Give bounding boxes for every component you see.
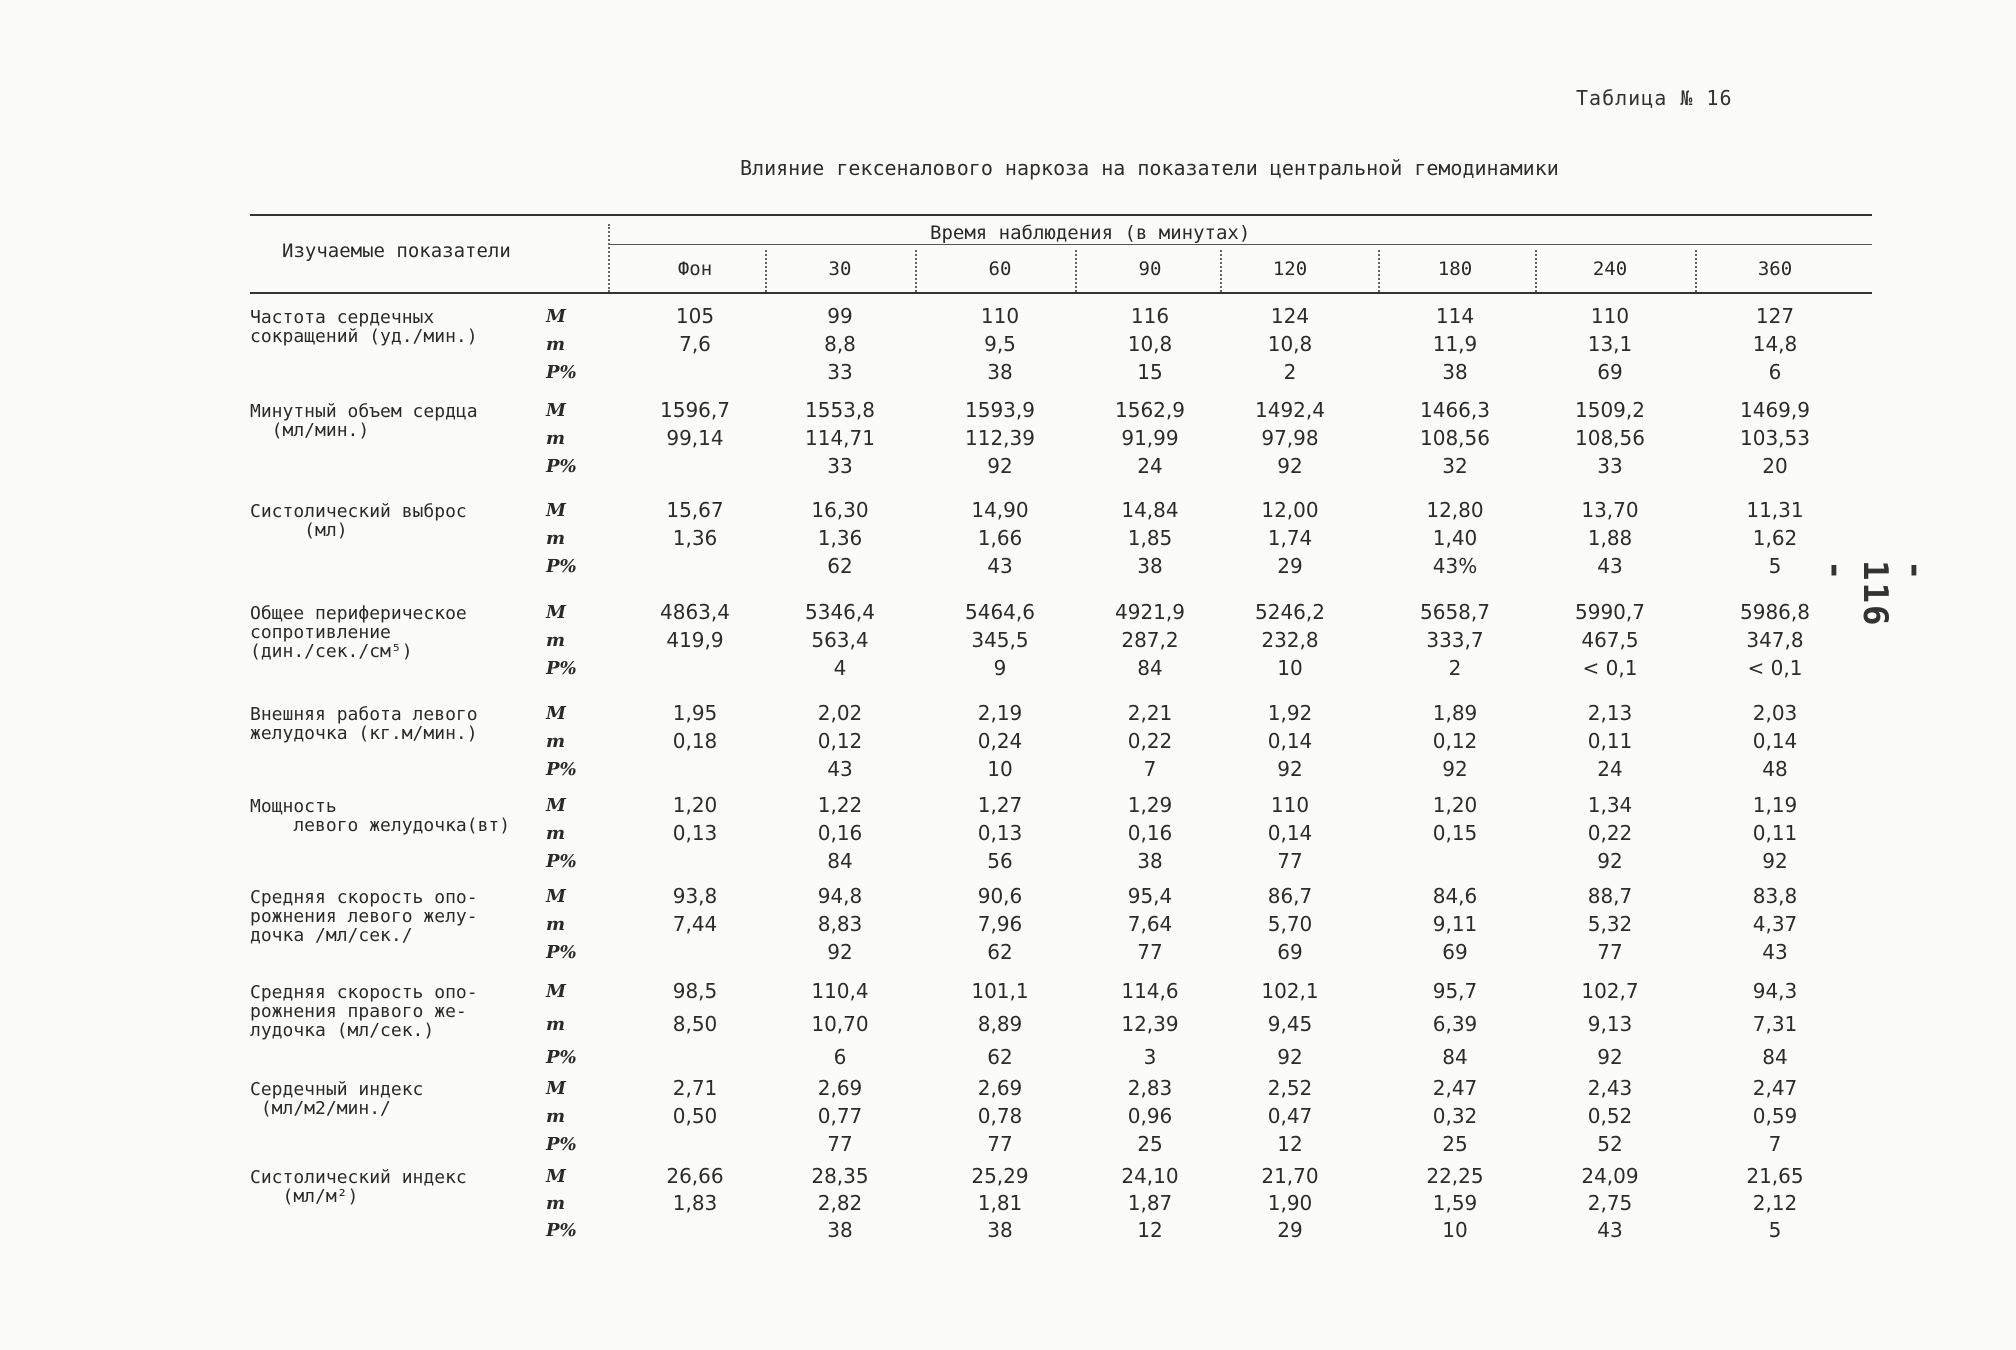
table-cell: 563,4 xyxy=(811,628,869,652)
table-cell: 8,8 xyxy=(824,332,856,356)
table-cell: 0,24 xyxy=(977,729,1023,753)
table-cell: 83,8 xyxy=(1752,884,1798,908)
table-cell: 0,59 xyxy=(1752,1104,1798,1128)
table-cell: 8,83 xyxy=(817,912,863,936)
table-cell: 26,66 xyxy=(666,1164,724,1188)
table-cell: 114,6 xyxy=(1121,979,1179,1003)
stat-label-M: М xyxy=(546,981,566,1002)
table-cell: 8,89 xyxy=(977,1012,1023,1036)
table-cell: 5 xyxy=(1768,554,1782,578)
table-cell: 94,3 xyxy=(1752,979,1798,1003)
table-cell: 2,71 xyxy=(672,1076,718,1100)
table-cell: 5,32 xyxy=(1587,912,1633,936)
table-cell: < 0,1 xyxy=(1582,656,1638,680)
table-cell: 1,36 xyxy=(817,526,863,550)
table-cell: 10,8 xyxy=(1267,332,1313,356)
table-cell: 2 xyxy=(1448,656,1462,680)
page-number: - 116 - xyxy=(1815,560,1935,628)
table-cell: 0,15 xyxy=(1432,821,1478,845)
table-cell: 419,9 xyxy=(666,628,724,652)
table-cell: 9,5 xyxy=(984,332,1016,356)
table-cell: 62 xyxy=(987,1045,1013,1069)
table-cell: 10,70 xyxy=(811,1012,869,1036)
table-cell: 15,67 xyxy=(666,498,724,522)
stat-label-M: М xyxy=(546,703,566,724)
table-cell: 108,56 xyxy=(1575,426,1645,450)
table-cell: 5246,2 xyxy=(1255,600,1325,624)
table-cell: 0,22 xyxy=(1127,729,1173,753)
table-cell: 12 xyxy=(1277,1132,1303,1156)
table-cell: 7,31 xyxy=(1752,1012,1798,1036)
header-bottom-rule xyxy=(250,292,1872,294)
column-header-2: 60 xyxy=(988,258,1012,280)
table-cell: 92 xyxy=(1277,454,1303,478)
stat-label-M: М xyxy=(546,886,566,907)
table-cell: 1,20 xyxy=(1432,793,1478,817)
row-label: Общее периферическое сопротивление (дин./сек./см⁵) xyxy=(250,603,467,662)
table-cell: 13,70 xyxy=(1581,498,1639,522)
table-cell: 101,1 xyxy=(971,979,1029,1003)
table-cell: 7 xyxy=(1768,1132,1782,1156)
table-cell: 92 xyxy=(987,454,1013,478)
column-header-7: 360 xyxy=(1757,258,1793,280)
table-cell: 92 xyxy=(1277,1045,1303,1069)
table-cell: 62 xyxy=(827,554,853,578)
table-cell: 112,39 xyxy=(965,426,1035,450)
table-cell: 12 xyxy=(1137,1218,1163,1242)
stat-label-P: Р% xyxy=(546,556,577,577)
table-cell: 1,29 xyxy=(1127,793,1173,817)
column-header-6: 240 xyxy=(1592,258,1628,280)
table-cell: 77 xyxy=(987,1132,1013,1156)
table-cell: 0,22 xyxy=(1587,821,1633,845)
table-cell: 12,39 xyxy=(1121,1012,1179,1036)
table-cell: 25 xyxy=(1442,1132,1468,1156)
time-header: Время наблюдения (в минутах) xyxy=(930,222,1251,244)
table-cell: 84 xyxy=(1442,1045,1468,1069)
table-cell: 0,14 xyxy=(1752,729,1798,753)
column-header-3: 90 xyxy=(1138,258,1162,280)
stat-label-M: М xyxy=(546,306,566,327)
table-cell: 7,96 xyxy=(977,912,1023,936)
table-cell: 110,4 xyxy=(811,979,869,1003)
row-label: Средняя скорость опо- рожнения левого желу- дочка /мл/сек./ xyxy=(250,887,478,946)
table-cell: 1,83 xyxy=(672,1191,718,1215)
table-cell: 14,8 xyxy=(1752,332,1798,356)
table-cell: 2,69 xyxy=(977,1076,1023,1100)
row-label: Минутный объем сердца (мл/мин.) xyxy=(250,401,478,441)
stat-label-m: m xyxy=(546,823,566,844)
table-cell: 0,18 xyxy=(672,729,718,753)
table-cell: 1562,9 xyxy=(1115,398,1185,422)
table-cell: 6 xyxy=(833,1045,847,1069)
table-cell: 7,64 xyxy=(1127,912,1173,936)
row-label: Частота сердечных сокращений (уд./мин.) xyxy=(250,307,478,347)
table-cell: 5,70 xyxy=(1267,912,1313,936)
table-cell: 25 xyxy=(1137,1132,1163,1156)
table-cell: 0,78 xyxy=(977,1104,1023,1128)
table-cell: 38 xyxy=(827,1218,853,1242)
row-label: Систолический выброс (мл) xyxy=(250,501,467,541)
table-cell: 1,19 xyxy=(1752,793,1798,817)
table-cell: 1,34 xyxy=(1587,793,1633,817)
stat-label-M: М xyxy=(546,795,566,816)
indicators-header: Изучаемые показатели xyxy=(282,240,511,262)
table-cell: 86,7 xyxy=(1267,884,1313,908)
table-cell: 0,96 xyxy=(1127,1104,1173,1128)
column-divider xyxy=(1695,250,1697,292)
table-cell: 21,70 xyxy=(1261,1164,1319,1188)
stat-label-P: Р% xyxy=(546,851,577,872)
stat-label-m: m xyxy=(546,1014,566,1035)
table-cell: 7,6 xyxy=(679,332,711,356)
table-cell: 38 xyxy=(1442,360,1468,384)
stat-label-P: Р% xyxy=(546,1220,577,1241)
table-cell: 92 xyxy=(1597,849,1623,873)
table-cell: 38 xyxy=(1137,554,1163,578)
table-cell: 91,99 xyxy=(1121,426,1179,450)
table-cell: 10 xyxy=(1442,1218,1468,1242)
table-cell: 11,31 xyxy=(1746,498,1804,522)
column-header-0: Фон xyxy=(677,258,713,280)
table-cell: 16,30 xyxy=(811,498,869,522)
table-cell: 0,52 xyxy=(1587,1104,1633,1128)
table-cell: 2,21 xyxy=(1127,701,1173,725)
table-cell: 1596,7 xyxy=(660,398,730,422)
header-time-rule xyxy=(610,244,1872,245)
table-cell: 98,5 xyxy=(672,979,718,1003)
stat-label-P: Р% xyxy=(546,456,577,477)
header-top-rule xyxy=(250,214,1872,216)
table-cell: 7,44 xyxy=(672,912,718,936)
table-cell: 2,47 xyxy=(1432,1076,1478,1100)
table-cell: 62 xyxy=(987,940,1013,964)
table-cell: 0,32 xyxy=(1432,1104,1478,1128)
table-cell: 5464,6 xyxy=(965,600,1035,624)
table-cell: 1,89 xyxy=(1432,701,1478,725)
table-cell: 28,35 xyxy=(811,1164,869,1188)
table-cell: 77 xyxy=(1277,849,1303,873)
table-cell: 0,11 xyxy=(1587,729,1633,753)
table-cell: 1553,8 xyxy=(805,398,875,422)
table-cell: 10 xyxy=(987,757,1013,781)
table-cell: 25,29 xyxy=(971,1164,1029,1188)
table-cell: 43 xyxy=(1597,554,1623,578)
table-cell: 2,82 xyxy=(817,1191,863,1215)
stat-label-M: М xyxy=(546,500,566,521)
table-cell: 0,13 xyxy=(672,821,718,845)
stat-label-P: Р% xyxy=(546,658,577,679)
table-cell: 5 xyxy=(1768,1218,1782,1242)
table-cell: 287,2 xyxy=(1121,628,1179,652)
stat-label-M: М xyxy=(546,602,566,623)
stat-label-m: m xyxy=(546,528,566,549)
table-cell: 48 xyxy=(1762,757,1788,781)
table-cell: 1492,4 xyxy=(1255,398,1325,422)
table-cell: 1469,9 xyxy=(1740,398,1810,422)
table-cell: 347,8 xyxy=(1746,628,1804,652)
stat-label-M: М xyxy=(546,1078,566,1099)
table-cell: 56 xyxy=(987,849,1013,873)
table-cell: 116 xyxy=(1130,304,1170,328)
table-cell: 92 xyxy=(1442,757,1468,781)
table-cell: 0,12 xyxy=(817,729,863,753)
table-number: Таблица № 16 xyxy=(1576,86,1733,110)
table-cell: 84 xyxy=(1762,1045,1788,1069)
table-cell: 32 xyxy=(1442,454,1468,478)
table-cell: 43% xyxy=(1432,554,1478,578)
row-label: Средняя скорость опо- рожнения правого же- лудочка (мл/сек.) xyxy=(250,982,478,1041)
table-cell: 5658,7 xyxy=(1420,600,1490,624)
table-cell: 15 xyxy=(1137,360,1163,384)
table-cell: 110 xyxy=(1270,793,1310,817)
table-cell: 4921,9 xyxy=(1115,600,1185,624)
table-cell: 52 xyxy=(1597,1132,1623,1156)
table-cell: 1,59 xyxy=(1432,1191,1478,1215)
column-divider xyxy=(1535,250,1537,292)
table-cell: 1,90 xyxy=(1267,1191,1313,1215)
table-cell: 102,1 xyxy=(1261,979,1319,1003)
row-label: Систолический индекс (мл/м²) xyxy=(250,1167,467,1207)
table-cell: 38 xyxy=(1137,849,1163,873)
table-cell: 0,47 xyxy=(1267,1104,1313,1128)
column-divider xyxy=(765,250,767,292)
stat-label-P: Р% xyxy=(546,759,577,780)
table-cell: 3 xyxy=(1143,1045,1157,1069)
table-cell: 33 xyxy=(827,360,853,384)
stat-label-m: m xyxy=(546,1193,566,1214)
table-cell: 29 xyxy=(1277,1218,1303,1242)
row-label: Сердечный индекс (мл/м2/мин./ xyxy=(250,1079,424,1119)
table-cell: 1466,3 xyxy=(1420,398,1490,422)
table-cell: 2,13 xyxy=(1587,701,1633,725)
table-cell: 12,80 xyxy=(1426,498,1484,522)
table-cell: 94,8 xyxy=(817,884,863,908)
row-label: Внешняя работа левого желудочка (кг.м/мин.) xyxy=(250,704,478,744)
table-cell: 0,16 xyxy=(1127,821,1173,845)
table-cell: 2,75 xyxy=(1587,1191,1633,1215)
table-cell: 2,03 xyxy=(1752,701,1798,725)
column-divider xyxy=(1220,250,1222,292)
table-cell: 97,98 xyxy=(1261,426,1319,450)
table-cell: 84,6 xyxy=(1432,884,1478,908)
table-cell: 1,85 xyxy=(1127,526,1173,550)
table-cell: 13,1 xyxy=(1587,332,1633,356)
table-cell: 77 xyxy=(1597,940,1623,964)
table-cell: 110 xyxy=(1590,304,1630,328)
table-cell: 110 xyxy=(980,304,1020,328)
table-cell: 8,50 xyxy=(672,1012,718,1036)
table-cell: 0,13 xyxy=(977,821,1023,845)
table-cell: 2,43 xyxy=(1587,1076,1633,1100)
table-cell: 5990,7 xyxy=(1575,600,1645,624)
table-cell: 9,45 xyxy=(1267,1012,1313,1036)
table-cell: 102,7 xyxy=(1581,979,1639,1003)
header-divider xyxy=(608,224,610,292)
column-divider xyxy=(1378,250,1380,292)
table-cell: 2,19 xyxy=(977,701,1023,725)
table-cell: 2,12 xyxy=(1752,1191,1798,1215)
table-cell: 69 xyxy=(1442,940,1468,964)
table-cell: 92 xyxy=(1277,757,1303,781)
table-cell: 108,56 xyxy=(1420,426,1490,450)
table-cell: 9,13 xyxy=(1587,1012,1633,1036)
table-cell: 43 xyxy=(987,554,1013,578)
table-cell: 12,00 xyxy=(1261,498,1319,522)
table-cell: 1593,9 xyxy=(965,398,1035,422)
table-cell: 69 xyxy=(1277,940,1303,964)
table-cell: 7 xyxy=(1143,757,1157,781)
table-cell: 90,6 xyxy=(977,884,1023,908)
table-cell: 92 xyxy=(827,940,853,964)
table-cell: 11,9 xyxy=(1432,332,1478,356)
stat-label-P: Р% xyxy=(546,1047,577,1068)
table-cell: 1,74 xyxy=(1267,526,1313,550)
stat-label-m: m xyxy=(546,914,566,935)
stat-label-m: m xyxy=(546,428,566,449)
table-cell: 92 xyxy=(1762,849,1788,873)
table-cell: 5986,8 xyxy=(1740,600,1810,624)
table-cell: 2,52 xyxy=(1267,1076,1313,1100)
table-cell: 1,62 xyxy=(1752,526,1798,550)
table-cell: 1,36 xyxy=(672,526,718,550)
table-cell: 103,53 xyxy=(1740,426,1810,450)
table-title: Влияние гексеналового наркоза на показатели центральной гемодинамики xyxy=(740,156,1559,180)
table-cell: 333,7 xyxy=(1426,628,1484,652)
table-cell: 1,95 xyxy=(672,701,718,725)
table-cell: 77 xyxy=(827,1132,853,1156)
table-cell: 0,14 xyxy=(1267,821,1313,845)
table-cell: 33 xyxy=(827,454,853,478)
stat-label-m: m xyxy=(546,1106,566,1127)
column-header-1: 30 xyxy=(828,258,852,280)
table-cell: 43 xyxy=(1762,940,1788,964)
table-cell: 29 xyxy=(1277,554,1303,578)
table-cell: 1,22 xyxy=(817,793,863,817)
table-cell: 114 xyxy=(1435,304,1475,328)
table-cell: 38 xyxy=(987,1218,1013,1242)
table-cell: 5346,4 xyxy=(805,600,875,624)
table-cell: 1,20 xyxy=(672,793,718,817)
table-cell: 84 xyxy=(827,849,853,873)
table-cell: 6 xyxy=(1768,360,1782,384)
table-cell: 1,40 xyxy=(1432,526,1478,550)
table-cell: 43 xyxy=(827,757,853,781)
table-cell: 0,11 xyxy=(1752,821,1798,845)
table-cell: 14,84 xyxy=(1121,498,1179,522)
table-cell: 1,88 xyxy=(1587,526,1633,550)
stat-label-M: М xyxy=(546,1166,566,1187)
column-divider xyxy=(915,250,917,292)
table-cell: 10 xyxy=(1277,656,1303,680)
table-cell: 10,8 xyxy=(1127,332,1173,356)
table-cell: 95,4 xyxy=(1127,884,1173,908)
table-cell: 95,7 xyxy=(1432,979,1478,1003)
table-cell: 2,69 xyxy=(817,1076,863,1100)
table-cell: < 0,1 xyxy=(1747,656,1803,680)
table-cell: 114,71 xyxy=(805,426,875,450)
table-cell: 33 xyxy=(1597,454,1623,478)
table-cell: 1,87 xyxy=(1127,1191,1173,1215)
table-cell: 4863,4 xyxy=(660,600,730,624)
table-cell: 2,83 xyxy=(1127,1076,1173,1100)
stat-label-m: m xyxy=(546,630,566,651)
table-cell: 6,39 xyxy=(1432,1012,1478,1036)
column-header-4: 120 xyxy=(1272,258,1308,280)
table-cell: 4 xyxy=(833,656,847,680)
table-cell: 43 xyxy=(1597,1218,1623,1242)
stat-label-m: m xyxy=(546,731,566,752)
stat-label-P: Р% xyxy=(546,362,577,383)
table-cell: 1,66 xyxy=(977,526,1023,550)
stat-label-P: Р% xyxy=(546,942,577,963)
table-cell: 2,47 xyxy=(1752,1076,1798,1100)
table-cell: 467,5 xyxy=(1581,628,1639,652)
table-cell: 1,27 xyxy=(977,793,1023,817)
table-cell: 99 xyxy=(827,304,853,328)
table-cell: 1509,2 xyxy=(1575,398,1645,422)
table-cell: 88,7 xyxy=(1587,884,1633,908)
table-cell: 4,37 xyxy=(1752,912,1798,936)
table-cell: 38 xyxy=(987,360,1013,384)
stat-label-P: Р% xyxy=(546,1134,577,1155)
table-cell: 2,02 xyxy=(817,701,863,725)
table-cell: 1,92 xyxy=(1267,701,1313,725)
table-cell: 21,65 xyxy=(1746,1164,1804,1188)
table-cell: 105 xyxy=(675,304,715,328)
table-cell: 20 xyxy=(1762,454,1788,478)
table-cell: 9 xyxy=(993,656,1007,680)
table-cell: 24 xyxy=(1597,757,1623,781)
table-cell: 0,16 xyxy=(817,821,863,845)
column-divider xyxy=(1075,250,1077,292)
table-cell: 22,25 xyxy=(1426,1164,1484,1188)
row-label: Мощность левого желудочка(вт) xyxy=(250,796,511,836)
stat-label-m: m xyxy=(546,334,566,355)
table-cell: 124 xyxy=(1270,304,1310,328)
table-cell: 84 xyxy=(1137,656,1163,680)
table-cell: 1,81 xyxy=(977,1191,1023,1215)
table-cell: 14,90 xyxy=(971,498,1029,522)
table-cell: 345,5 xyxy=(971,628,1029,652)
table-cell: 93,8 xyxy=(672,884,718,908)
table-cell: 69 xyxy=(1597,360,1623,384)
table-cell: 99,14 xyxy=(666,426,724,450)
table-cell: 0,12 xyxy=(1432,729,1478,753)
table-cell: 77 xyxy=(1137,940,1163,964)
table-cell: 232,8 xyxy=(1261,628,1319,652)
column-header-5: 180 xyxy=(1437,258,1473,280)
table-cell: 0,77 xyxy=(817,1104,863,1128)
table-cell: 0,50 xyxy=(672,1104,718,1128)
table-cell: 24,10 xyxy=(1121,1164,1179,1188)
table-cell: 2 xyxy=(1283,360,1297,384)
table-cell: 24,09 xyxy=(1581,1164,1639,1188)
table-cell: 0,14 xyxy=(1267,729,1313,753)
stat-label-M: М xyxy=(546,400,566,421)
table-cell: 24 xyxy=(1137,454,1163,478)
table-cell: 9,11 xyxy=(1432,912,1478,936)
table-cell: 92 xyxy=(1597,1045,1623,1069)
table-cell: 127 xyxy=(1755,304,1795,328)
